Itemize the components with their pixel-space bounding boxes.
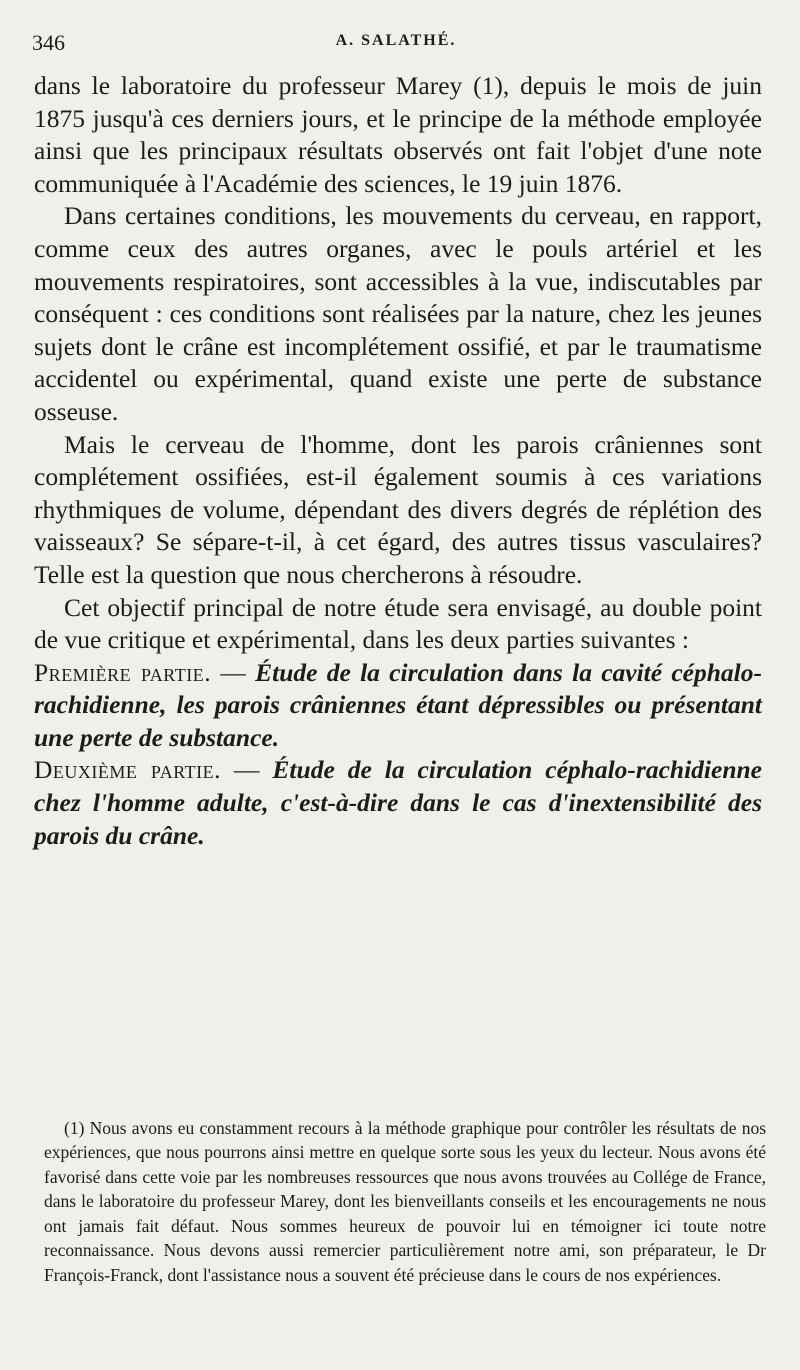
part-two-title: Étude de la circulation céphalo-rachidienne chez l'homme adulte, c'est-à-dire dans le cas d'inextensibilité des parois du crâne.	[34, 755, 762, 850]
paragraph: Dans certaines conditions, les mouvements du cerveau, en rapport, comme ceux des autres organes, avec le pouls artériel et les mouvements respiratoires, sont accessibles à la vue, indiscutables par conséquent : ces conditions sont réalisées par la nature, chez les jeunes sujets dont le crâne est incomplétement ossifié, et par le traumatisme accidentel ou expérimental, quand existe une perte de substance osseuse.	[34, 201, 762, 426]
main-text	[34, 70, 762, 852]
part-one-label: Première partie.	[34, 657, 212, 687]
paragraph-continued: dans le laboratoire du professeur Marey (1), depuis le mois de juin 1875 jusqu'à ces derniers jours, et le principe de la méthode employée ainsi que les principaux résultats observés ont fait l'objet d'une note communiquée à l'Académie des sciences, le 19 juin 1876.	[34, 71, 762, 198]
part-two-dash: —	[221, 755, 273, 785]
part-one-title: Étude de la circulation dans la cavité céphalo-rachidienne, les parois crâniennes étant dépressibles ou présentant une perte de substance.	[34, 657, 762, 752]
paragraph: Cet objectif principal de notre étude sera envisagé, au double point de vue critique et expérimental, dans les deux parties suivantes :	[34, 592, 762, 655]
part-two	[34, 754, 762, 852]
footnote: (1) Nous avons eu constamment recours à la méthode graphique pour contrôler les résultats de nos expériences, que nous pourrons ainsi mettre en quelque sorte sous les yeux du lecteur. Nous avons été favorisé dans cette voie par les nombreuses ressources que nous avons trouvées au Collége de France, dans le laboratoire du professeur Marey, dont les bienveillants conseils et les encouragements ne nous ont jamais fait défaut. Nous sommes heureux de pouvoir lui en témoigner ici toute notre reconnaissance. Nous devons aussi remercier particulièrement notre ami, son préparateur, le Dr François-Franck, dont l'assistance nous a souvent été précieuse dans le cours de nos expériences.	[44, 1117, 766, 1286]
running-head: A. SALATHÉ.	[335, 32, 457, 49]
paragraph: Mais le cerveau de l'homme, dont les parois crâniennes sont complétement ossifiées, est-il également soumis à ces variations rhythmiques de volume, dépendant des divers degrés de réplétion des vaisseaux? Se sépare-t-il, à cet égard, des autres tissus vasculaires? Telle est la question que nous chercherons à résoudre.	[34, 429, 762, 589]
page-header	[32, 30, 760, 60]
page-number: 346	[32, 30, 65, 55]
part-one	[34, 657, 762, 755]
part-two-label: Deuxième partie.	[34, 755, 221, 785]
part-one-dash: —	[211, 657, 256, 687]
